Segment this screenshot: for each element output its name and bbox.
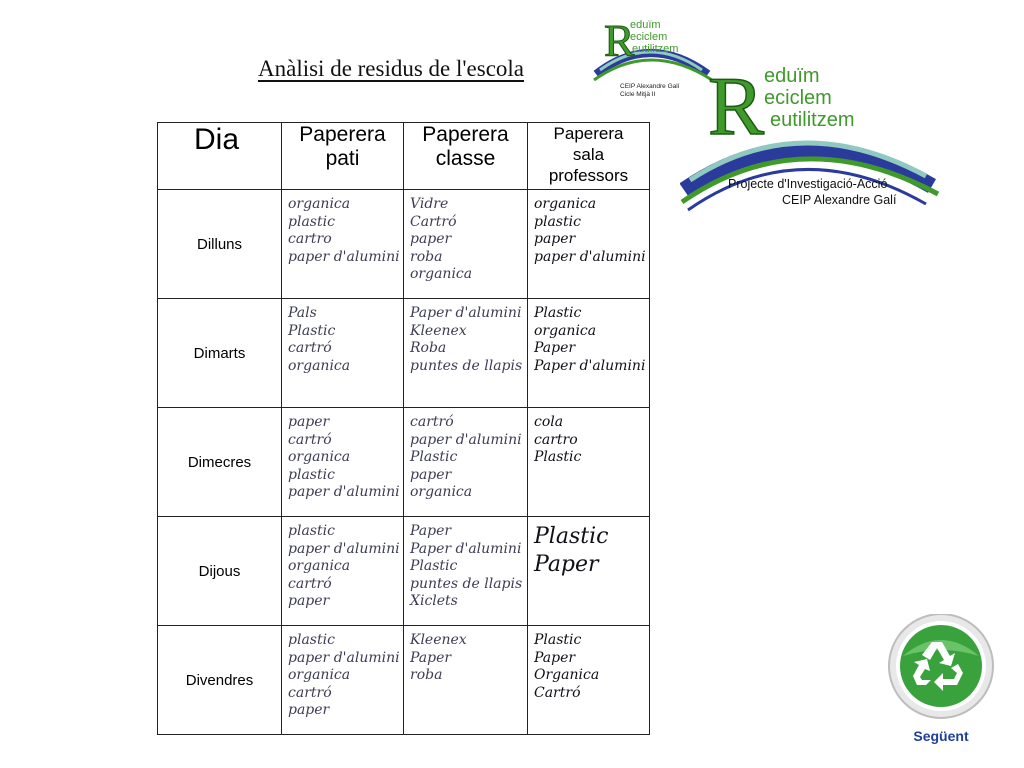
- waste-item: Roba: [410, 340, 447, 356]
- header-prof-line2: sala: [572, 145, 605, 164]
- waste-item: Kleenex: [410, 632, 467, 648]
- waste-item: Plastic: [288, 322, 336, 339]
- waste-item: cartró: [288, 684, 332, 701]
- bin-classe-cell: [404, 190, 528, 299]
- waste-item: paper: [410, 466, 452, 483]
- handwritten-list: [282, 299, 403, 375]
- header-pati-line1: Paperera: [299, 123, 386, 146]
- handwritten-list: [528, 626, 649, 702]
- table-row: [158, 517, 650, 626]
- waste-item: organica: [410, 484, 473, 500]
- handwritten-list: [404, 299, 527, 375]
- header-paperera-classe: [404, 123, 528, 190]
- waste-item: plastic: [288, 523, 335, 539]
- waste-item: organica: [288, 357, 351, 374]
- waste-item: puntes de llapis: [410, 357, 523, 374]
- table-header-row: [158, 123, 650, 190]
- waste-item: paper d'alumini: [410, 431, 522, 448]
- logo-small-line3: eutilitzem: [632, 43, 679, 55]
- bin-pati-cell: [282, 190, 404, 299]
- bin-classe-cell: [404, 626, 528, 735]
- waste-item: paper: [410, 231, 452, 247]
- header-prof-line1: Paperera: [553, 124, 624, 143]
- handwritten-list: [282, 626, 403, 720]
- logo-small-caption1: CEIP Alexandre Galí: [620, 83, 680, 90]
- waste-item: paper d'alumini: [534, 248, 646, 265]
- reduim-logo-large: [680, 58, 942, 218]
- waste-item: plastic: [288, 632, 335, 648]
- bin-prof-cell: [528, 626, 650, 735]
- day-cell: Dilluns: [158, 190, 282, 299]
- bin-pati-cell: [282, 408, 404, 517]
- header-classe-line2: classe: [435, 147, 496, 170]
- waste-item: organica: [288, 196, 351, 212]
- header-pati-line2: pati: [325, 147, 360, 170]
- bin-prof-cell: [528, 299, 650, 408]
- waste-item: paper: [288, 593, 330, 609]
- logo-small-line2: eciclem: [630, 31, 668, 43]
- waste-item: paper: [534, 231, 576, 247]
- handwritten-list: [528, 190, 649, 266]
- waste-item: cartró: [410, 414, 454, 430]
- recycle-icon: [884, 614, 998, 728]
- waste-item: Xiclets: [410, 593, 458, 609]
- handwritten-list: [528, 517, 649, 579]
- waste-item: paper d'alumini: [288, 484, 400, 500]
- bin-classe-cell: [404, 299, 528, 408]
- logo-large-r: R: [708, 60, 765, 153]
- logo-large-line1: eduïm: [764, 65, 820, 87]
- logo-large-line3: eutilitzem: [770, 109, 855, 131]
- waste-item: Paper: [534, 340, 576, 356]
- logo-large-caption1: Projecte d'Investigació-Acció: [728, 177, 888, 191]
- waste-item: paper d'alumini: [288, 540, 400, 557]
- header-classe-line1: Paperera: [422, 123, 509, 146]
- bin-classe-cell: [404, 408, 528, 517]
- waste-item: Kleenex: [410, 322, 467, 339]
- logo-small-line1: eduïm: [630, 19, 661, 31]
- header-paperera-pati: [282, 123, 404, 190]
- handwritten-list: [282, 517, 403, 611]
- header-prof-line3: professors: [548, 166, 629, 185]
- waste-item: organica: [288, 558, 351, 574]
- bin-classe-cell: [404, 517, 528, 626]
- waste-item: Paper: [410, 523, 452, 539]
- bin-pati-cell: [282, 626, 404, 735]
- waste-item: cartro: [534, 431, 578, 448]
- next-button-label: Següent: [913, 728, 969, 744]
- waste-item: Paper d'alumini: [534, 357, 646, 374]
- bin-pati-cell: [282, 517, 404, 626]
- waste-item: Vidre: [410, 196, 449, 212]
- day-cell: Dimecres: [158, 408, 282, 517]
- waste-item: Cartró: [410, 213, 457, 230]
- waste-item: Paper: [410, 649, 452, 666]
- handwritten-list: [282, 190, 403, 266]
- waste-item: plastic: [288, 466, 335, 483]
- handwritten-list: [404, 626, 527, 685]
- waste-item: organica: [288, 449, 351, 465]
- table-row: [158, 299, 650, 408]
- document-title: Anàlisi de residus de l'escola: [258, 56, 525, 81]
- handwritten-list: [404, 190, 527, 284]
- table-row: [158, 408, 650, 517]
- logo-large-caption2: CEIP Alexandre Galí: [782, 193, 897, 207]
- waste-item: cartró: [288, 575, 332, 592]
- waste-item: Paper: [534, 552, 599, 577]
- waste-item: cartro: [288, 231, 332, 247]
- waste-item: cartró: [288, 431, 332, 448]
- waste-item: paper: [288, 702, 330, 718]
- table-row: [158, 626, 650, 735]
- waste-item: Plastic: [410, 449, 458, 465]
- waste-item: Plastic: [534, 305, 582, 321]
- bin-prof-cell: [528, 517, 650, 626]
- waste-analysis-table: [157, 122, 650, 735]
- waste-item: Organica: [534, 667, 600, 683]
- waste-item: Plastic: [534, 632, 582, 648]
- waste-item: Paper d'alumini: [410, 540, 522, 557]
- table-row: [158, 190, 650, 299]
- waste-item: paper: [288, 414, 330, 430]
- handwritten-list: [528, 408, 649, 467]
- waste-item: puntes de llapis: [410, 575, 523, 592]
- waste-item: Plastic: [410, 558, 458, 574]
- waste-item: organica: [534, 322, 597, 339]
- day-cell: Dijous: [158, 517, 282, 626]
- handwritten-list: [404, 517, 527, 611]
- waste-item: Plastic: [534, 449, 582, 465]
- logo-small-caption2: Cicle Mitjà II: [620, 91, 656, 98]
- waste-item: cola: [534, 414, 564, 430]
- header-paperera-professors: [528, 123, 650, 190]
- waste-item: organica: [534, 196, 597, 212]
- bin-pati-cell: [282, 299, 404, 408]
- handwritten-list: [528, 299, 649, 375]
- waste-item: Plastic: [534, 524, 609, 549]
- logo-small-r: R: [604, 15, 635, 66]
- day-cell: Divendres: [158, 626, 282, 735]
- bin-prof-cell: [528, 408, 650, 517]
- waste-item: plastic: [288, 213, 335, 230]
- handwritten-list: [404, 408, 527, 502]
- logo-large-line2: eciclem: [764, 87, 832, 109]
- next-button[interactable]: [884, 614, 998, 750]
- waste-item: Paper d'alumini: [410, 305, 522, 321]
- waste-item: Pals: [288, 305, 317, 321]
- waste-item: roba: [410, 667, 443, 683]
- waste-item: roba: [410, 248, 443, 265]
- waste-item: Paper: [534, 649, 576, 666]
- day-cell: Dimarts: [158, 299, 282, 408]
- waste-item: Cartró: [534, 684, 581, 701]
- header-dia: Dia: [158, 123, 282, 190]
- waste-item: paper d'alumini: [288, 649, 400, 666]
- waste-item: paper d'alumini: [288, 248, 400, 265]
- waste-item: cartró: [288, 340, 332, 356]
- bin-prof-cell: [528, 190, 650, 299]
- handwritten-list: [282, 408, 403, 502]
- waste-item: plastic: [534, 213, 581, 230]
- waste-item: organica: [288, 667, 351, 683]
- waste-item: organica: [410, 266, 473, 282]
